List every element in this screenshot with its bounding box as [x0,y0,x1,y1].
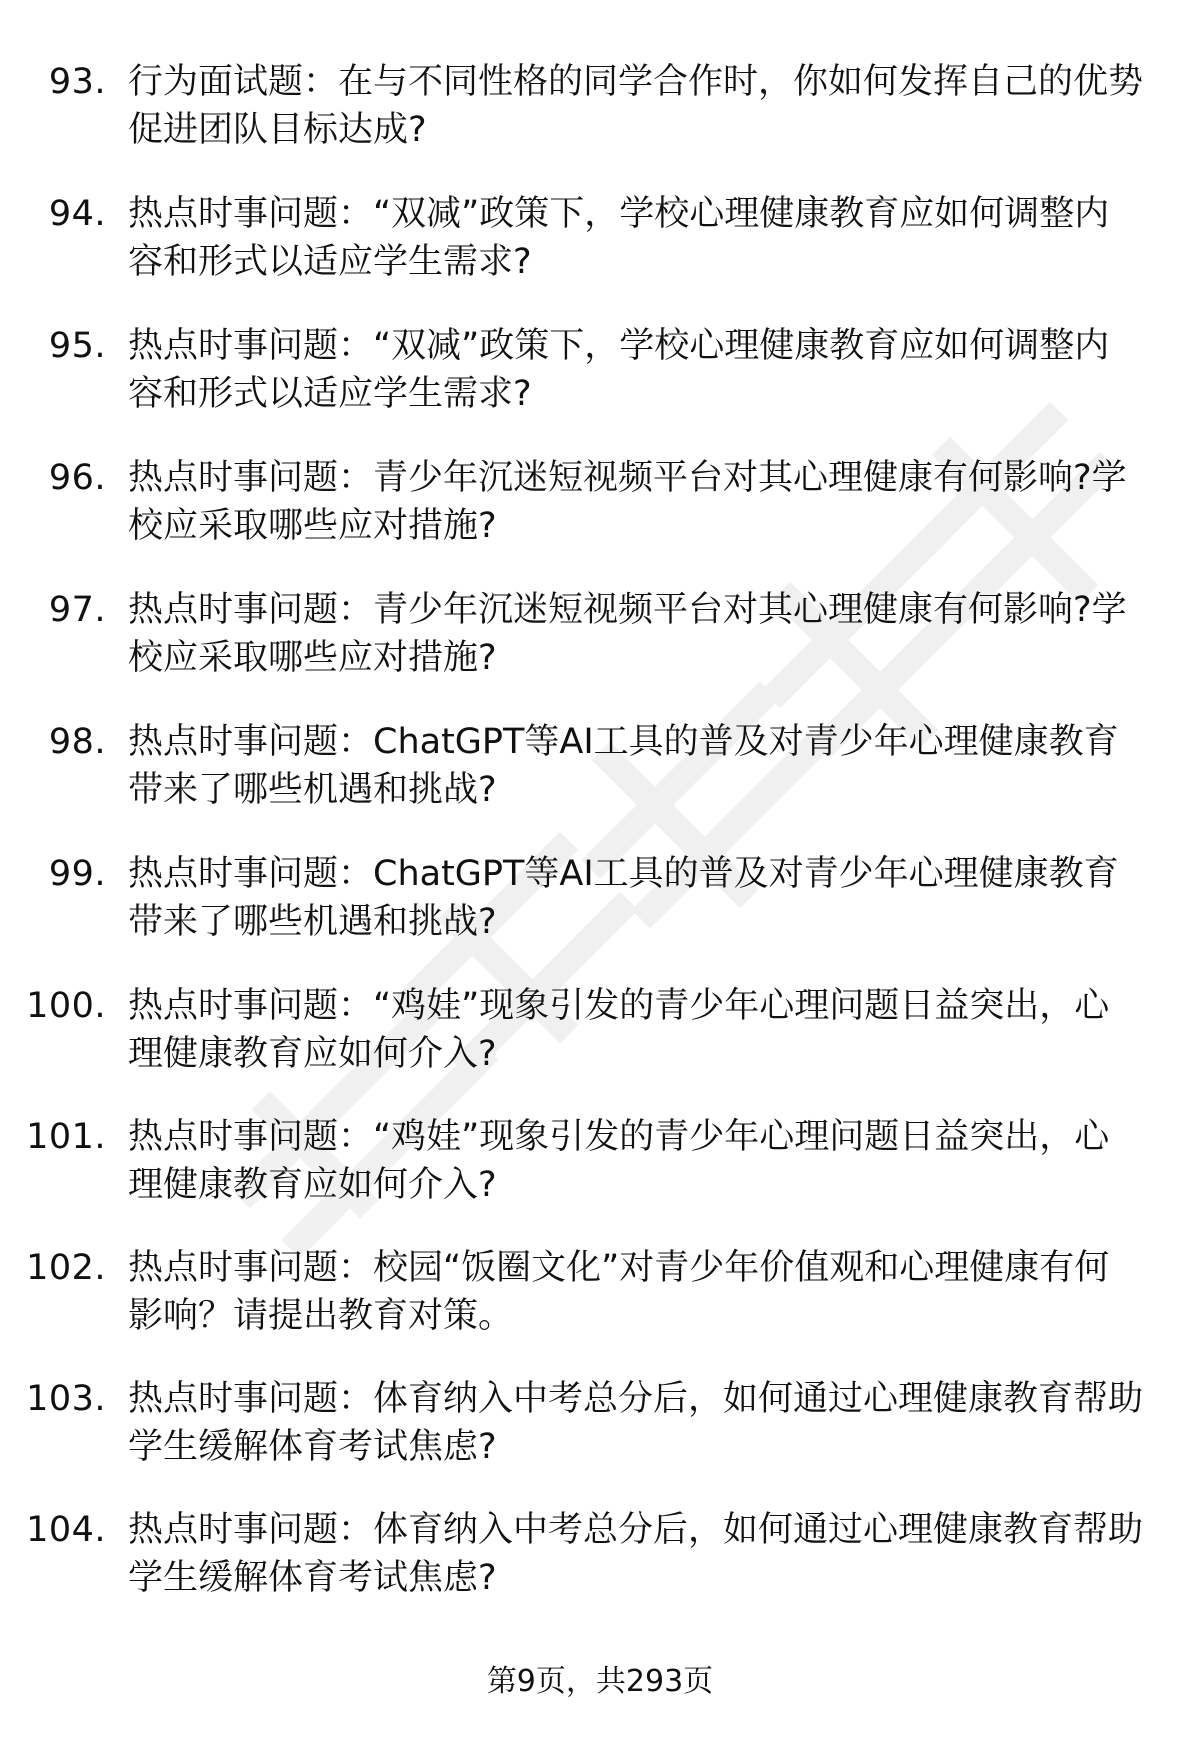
question-item [0,454,1200,586]
question-number: 95. [48,326,106,366]
question-item [0,586,1200,718]
question-item [0,322,1200,454]
question-text: 热点时事问题：青少年沉迷短视频平台对其心理健康有何影响?学校应采取哪些应对措施? [128,458,1127,546]
question-number: 100. [26,986,106,1026]
question-item [0,1506,1200,1637]
question-item [0,190,1200,322]
page-footer: 第9页，共293页 [486,1664,714,1699]
question-item [0,1375,1200,1506]
question-item [0,850,1200,982]
question-number: 99. [48,854,106,894]
question-text: 热点时事问题：体育纳入中考总分后，如何通过心理健康教育帮助学生缓解体育考试焦虑? [128,1510,1144,1598]
question-number: 101. [26,1117,106,1157]
question-number: 96. [48,458,106,498]
question-number: 97. [48,590,106,630]
question-text: 热点时事问题：ChatGPT等AI工具的普及对青少年心理健康教育带来了哪些机遇和挑战? [128,854,1119,942]
question-number: 93. [48,62,106,102]
question-text: 热点时事问题：“鸡娃”现象引发的青少年心理问题日益突出，心理健康教育应如何介入? [128,1117,1110,1205]
question-list [0,58,1200,1637]
question-number: 103. [26,1379,106,1419]
question-number: 102. [26,1248,106,1288]
question-item [0,1113,1200,1244]
question-text: 行为面试题：在与不同性格的同学合作时，你如何发挥自己的优势促进团队目标达成? [128,62,1144,150]
question-text: 热点时事问题：“双减”政策下，学校心理健康教育应如何调整内容和形式以适应学生需求? [128,194,1110,282]
question-item [0,718,1200,850]
question-text: 热点时事问题：“鸡娃”现象引发的青少年心理问题日益突出，心理健康教育应如何介入? [128,986,1110,1074]
question-text: 热点时事问题：校园“饭圈文化”对青少年价值观和心理健康有何影响？请提出教育对策。 [128,1248,1110,1336]
question-text: 热点时事问题：体育纳入中考总分后，如何通过心理健康教育帮助学生缓解体育考试焦虑? [128,1379,1144,1467]
question-item [0,1244,1200,1375]
question-item [0,982,1200,1113]
question-number: 94. [48,194,106,234]
question-number: 104. [26,1510,106,1550]
question-item [0,58,1200,190]
question-text: 热点时事问题：青少年沉迷短视频平台对其心理健康有何影响?学校应采取哪些应对措施? [128,590,1127,678]
question-number: 98. [48,722,106,762]
question-text: 热点时事问题：ChatGPT等AI工具的普及对青少年心理健康教育带来了哪些机遇和挑战? [128,722,1119,810]
question-text: 热点时事问题：“双减”政策下，学校心理健康教育应如何调整内容和形式以适应学生需求? [128,326,1110,414]
